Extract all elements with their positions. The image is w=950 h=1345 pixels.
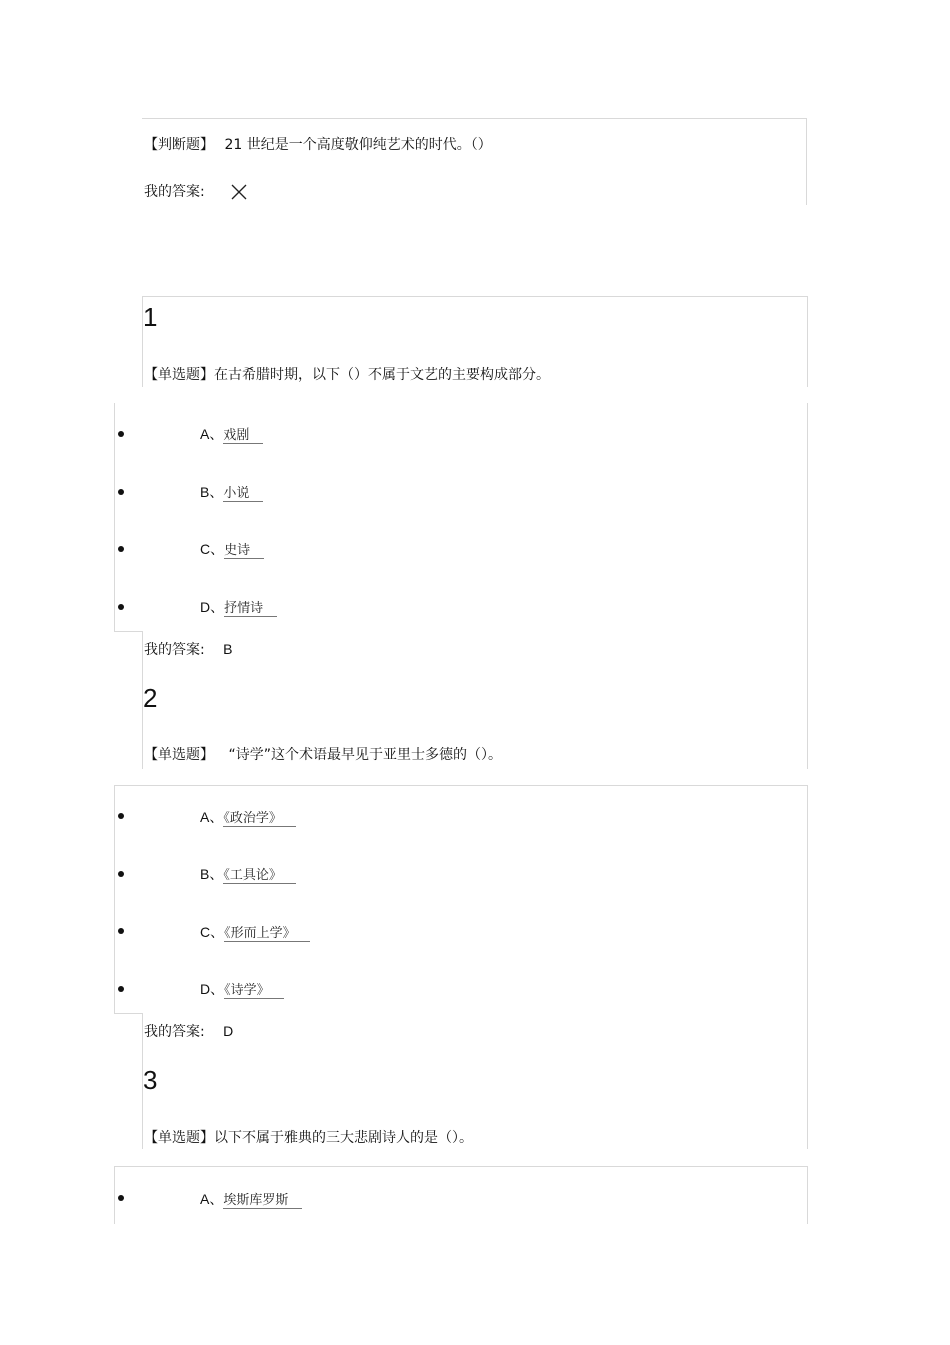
option-letter: A、 <box>200 426 224 442</box>
x-mark-icon <box>231 184 247 200</box>
option-bullet <box>118 928 124 934</box>
option-b[interactable] <box>200 482 263 502</box>
question-number: 1 <box>143 302 158 332</box>
option-text: 埃斯库罗斯 <box>223 1193 302 1209</box>
question-type: 【单选题】 <box>144 1130 214 1146</box>
option-bullet <box>118 489 124 495</box>
option-letter: B、 <box>200 866 224 882</box>
option-a[interactable] <box>200 807 296 827</box>
option-bullet <box>118 813 124 819</box>
options-1-corner <box>114 631 143 632</box>
option-bullet <box>118 1195 124 1201</box>
question-type: 【判断题】 <box>144 137 214 153</box>
question-number: 2 <box>143 683 158 713</box>
question-stem: 21 世纪是一个高度敬仰纯艺术的时代。（） <box>224 137 492 153</box>
option-letter: C、 <box>200 924 225 940</box>
options-2-corner <box>114 1013 143 1014</box>
option-text: 抒情诗 <box>224 601 277 617</box>
answer-value: D <box>223 1023 234 1039</box>
question-stem: 在古希腊时期，以下（）不属于文艺的主要构成部分。 <box>214 367 550 383</box>
option-text: 《形而上学》 <box>224 926 310 942</box>
option-letter: D、 <box>200 599 225 615</box>
option-letter: A、 <box>200 809 224 825</box>
option-a[interactable] <box>200 1189 302 1209</box>
option-letter: C、 <box>200 541 225 557</box>
option-a[interactable] <box>200 424 263 444</box>
question-number: 3 <box>143 1065 158 1095</box>
option-letter: B、 <box>200 484 224 500</box>
my-answer <box>144 640 233 659</box>
option-b[interactable] <box>200 864 296 884</box>
option-text: 小说 <box>223 486 263 502</box>
answer-label: 我的答案: <box>144 642 205 658</box>
question-stem: 以下不属于雅典的三大悲剧诗人的是（）。 <box>214 1130 473 1146</box>
option-bullet <box>118 546 124 552</box>
option-text: 史诗 <box>224 543 264 559</box>
option-bullet <box>118 986 124 992</box>
option-letter: A、 <box>200 1191 224 1207</box>
option-text: 《工具论》 <box>223 868 296 884</box>
option-text: 《政治学》 <box>223 811 296 827</box>
option-c[interactable] <box>200 539 264 559</box>
option-d[interactable] <box>200 979 284 999</box>
question-type: 【单选题】 <box>144 367 214 383</box>
option-d[interactable] <box>200 597 277 617</box>
option-bullet <box>118 871 124 877</box>
option-bullet <box>118 604 124 610</box>
option-letter: D、 <box>200 981 225 997</box>
question-0-text <box>144 136 492 154</box>
my-answer <box>144 183 205 201</box>
question-type: 【单选题】 <box>144 747 214 763</box>
answer-label: 我的答案: <box>144 184 205 200</box>
option-c[interactable] <box>200 922 310 942</box>
answer-label: 我的答案: <box>144 1024 205 1040</box>
question-stem: “诗学”这个术语最早见于亚里士多德的（）。 <box>228 747 502 763</box>
question-1-text <box>144 366 550 384</box>
option-text: 戏剧 <box>223 428 263 444</box>
answer-value: B <box>223 641 233 657</box>
my-answer <box>144 1022 233 1041</box>
option-bullet <box>118 431 124 437</box>
question-3-text <box>144 1129 473 1147</box>
question-2-text <box>144 746 502 764</box>
option-text: 《诗学》 <box>224 983 284 999</box>
